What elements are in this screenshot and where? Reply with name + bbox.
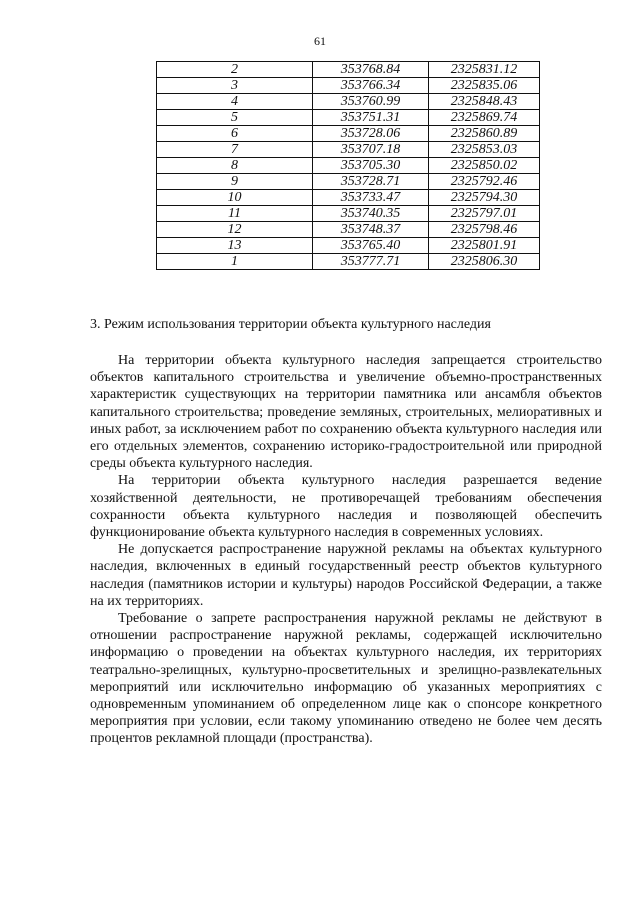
point-number-cell: 12 <box>157 222 313 238</box>
x-coordinate-cell: 353766.34 <box>313 78 429 94</box>
x-coordinate-cell: 353733.47 <box>313 190 429 206</box>
x-coordinate-cell: 353728.06 <box>313 126 429 142</box>
y-coordinate-cell: 2325869.74 <box>429 110 540 126</box>
point-number-cell: 10 <box>157 190 313 206</box>
x-coordinate-cell: 353728.71 <box>313 174 429 190</box>
y-coordinate-cell: 2325794.30 <box>429 190 540 206</box>
table-row <box>157 222 540 238</box>
point-number-cell: 11 <box>157 206 313 222</box>
y-coordinate-cell: 2325801.91 <box>429 238 540 254</box>
page-number: 61 <box>314 34 326 48</box>
x-coordinate-cell: 353705.30 <box>313 158 429 174</box>
point-number-cell: 13 <box>157 238 313 254</box>
x-coordinate-cell: 353748.37 <box>313 222 429 238</box>
paragraph-advertising-ban: Не допускается распространение наружной рекламы на объектах культурного наследия, включенных в единый государственный реестр объектов культурного наследия (памятников истории и культуры) народов Российской Федерации, а также на их территориях. <box>90 542 602 609</box>
y-coordinate-cell: 2325860.89 <box>429 126 540 142</box>
paragraph-advertising-exception: Требование о запрете распространения наружной рекламы не действуют в отношении распространение наружной рекламы, содержащей исключительно информацию о проведении на объектах культурного наследия, их территориях театрально-зрелищных, культурно-просветительных и зрелищно-развлекательных мероприятий или исключительно информацию об указанных мероприятиях с одновременным упоминанием об определенном лице как о спонсоре конкретного мероприятия при условии, если такому упоминанию отведено не более чем десять процентов рекламной площади (пространства). <box>90 611 602 747</box>
section-body <box>90 352 602 748</box>
table-row <box>157 206 540 222</box>
x-coordinate-cell: 353765.40 <box>313 238 429 254</box>
table-row <box>157 190 540 206</box>
section-heading: 3. Режим использования территории объекта культурного наследия <box>90 317 491 332</box>
y-coordinate-cell: 2325848.43 <box>429 94 540 110</box>
y-coordinate-cell: 2325853.03 <box>429 142 540 158</box>
paragraph-prohibitions: На территории объекта культурного наследия запрещается строительство объектов капитального строительства и увеличение объемно-пространственных характеристик существующих на территории памятника или ансамбля объектов капитального строительства; проведение земляных, строительных, мелиоративных и иных работ, за исключением работ по сохранению объекта культурного наследия или его отдельных элементов, сохранению историко-градостроительной или природной среды объекта культурного наследия. <box>90 353 602 472</box>
x-coordinate-cell: 353760.99 <box>313 94 429 110</box>
y-coordinate-cell: 2325797.01 <box>429 206 540 222</box>
x-coordinate-cell: 353768.84 <box>313 62 429 78</box>
y-coordinate-cell: 2325835.06 <box>429 78 540 94</box>
x-coordinate-cell: 353740.35 <box>313 206 429 222</box>
table-row <box>157 78 540 94</box>
table-row <box>157 110 540 126</box>
point-number-cell: 8 <box>157 158 313 174</box>
table-row <box>157 174 540 190</box>
x-coordinate-cell: 353777.71 <box>313 254 429 270</box>
table-row <box>157 126 540 142</box>
y-coordinate-cell: 2325806.30 <box>429 254 540 270</box>
table-row <box>157 142 540 158</box>
y-coordinate-cell: 2325850.02 <box>429 158 540 174</box>
point-number-cell: 1 <box>157 254 313 270</box>
point-number-cell: 3 <box>157 78 313 94</box>
point-number-cell: 6 <box>157 126 313 142</box>
x-coordinate-cell: 353707.18 <box>313 142 429 158</box>
y-coordinate-cell: 2325798.46 <box>429 222 540 238</box>
table-row <box>157 62 540 78</box>
table-row <box>157 238 540 254</box>
x-coordinate-cell: 353751.31 <box>313 110 429 126</box>
table-row <box>157 158 540 174</box>
point-number-cell: 7 <box>157 142 313 158</box>
point-number-cell: 9 <box>157 174 313 190</box>
paragraph-permitted-activity: На территории объекта культурного наследия разрешается ведение хозяйственной деятельности, не противоречащей требованиям обеспечения сохранности объекта культурного наследия и позволяющей обеспечить функционирование объекта культурного наследия в современных условиях. <box>90 473 602 541</box>
y-coordinate-cell: 2325792.46 <box>429 174 540 190</box>
point-number-cell: 2 <box>157 62 313 78</box>
table-row <box>157 254 540 270</box>
coordinates-table-body <box>157 62 540 270</box>
point-number-cell: 4 <box>157 94 313 110</box>
coordinates-table <box>156 61 540 270</box>
table-row <box>157 94 540 110</box>
y-coordinate-cell: 2325831.12 <box>429 62 540 78</box>
point-number-cell: 5 <box>157 110 313 126</box>
